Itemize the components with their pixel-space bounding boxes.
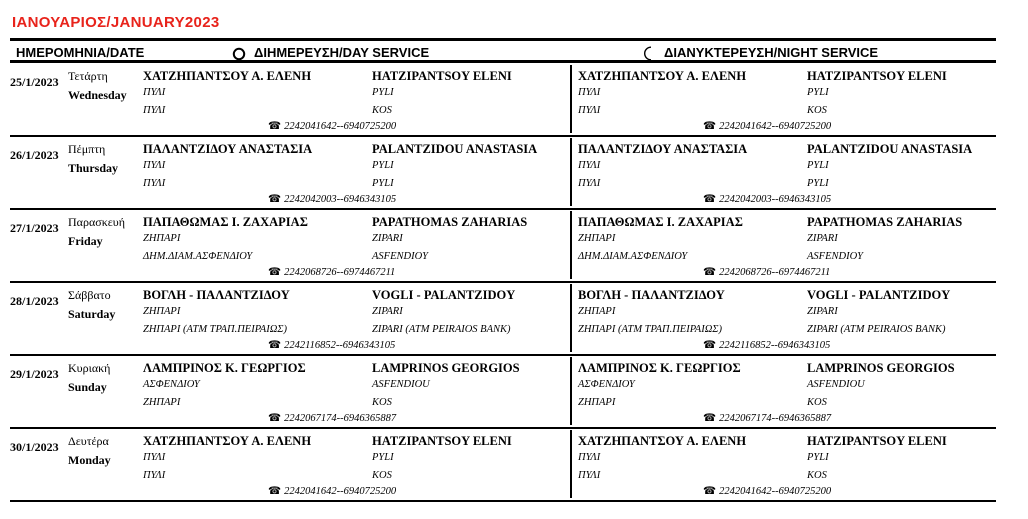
row-date: 30/1/2023 bbox=[10, 440, 59, 454]
night-area-en: ASFENDIOU bbox=[807, 379, 865, 390]
day-area-en: PYLI bbox=[372, 87, 394, 98]
table-row bbox=[10, 64, 996, 137]
night-address-gr: ΠΥΛΙ bbox=[578, 178, 601, 189]
phone-icon: ☎ bbox=[268, 486, 282, 497]
day-pharmacy-name-gr: ΠΑΛΑΝΤΖΙΔΟΥ ΑΝΑΣΤΑΣΙΑ bbox=[143, 142, 313, 156]
day-pharmacy-name-en: LAMPRINOS GEORGIOS bbox=[372, 361, 520, 375]
day-address-en: KOS bbox=[372, 397, 392, 408]
night-service-cell bbox=[578, 210, 996, 281]
row-weekday-en: Sunday bbox=[68, 380, 107, 394]
row-date: 26/1/2023 bbox=[10, 148, 59, 162]
row-weekday-gr: Δευτέρα bbox=[68, 434, 109, 448]
day-phone bbox=[268, 485, 396, 497]
night-pharmacy-name-gr: ΛΑΜΠΡΙΝΟΣ Κ. ΓΕΩΡΓΙΟΣ bbox=[578, 361, 741, 375]
day-address-en: PYLI bbox=[372, 178, 394, 189]
night-address-gr: ΖΗΠΑΡΙ (ΑΤΜ ΤΡΑΠ.ΠΕΙΡΑΙΩΣ) bbox=[578, 324, 723, 335]
day-area-gr: ΑΣΦΕΝΔΙΟΥ bbox=[143, 379, 200, 390]
night-phone-number: 2242041642--6940725200 bbox=[719, 486, 832, 497]
phone-icon: ☎ bbox=[268, 194, 282, 205]
night-area-en: ZIPARI bbox=[807, 233, 838, 244]
day-area-gr: ΖΗΠΑΡΙ bbox=[143, 306, 181, 317]
column-divider bbox=[570, 211, 572, 279]
day-area-en: ZIPARI bbox=[372, 306, 403, 317]
table-header bbox=[10, 38, 996, 63]
row-weekday-gr: Κυριακή bbox=[68, 361, 111, 375]
night-phone-number: 2242116852--6946343105 bbox=[719, 340, 831, 351]
day-pharmacy-name-gr: ΛΑΜΠΡΙΝΟΣ Κ. ΓΕΩΡΓΙΟΣ bbox=[143, 361, 306, 375]
day-service-cell bbox=[143, 429, 568, 500]
table-row bbox=[10, 137, 996, 210]
row-date: 27/1/2023 bbox=[10, 221, 59, 235]
day-pharmacy-name-en: HATZIPANTSOY ELENI bbox=[372, 69, 512, 83]
day-service-cell bbox=[143, 64, 568, 135]
night-pharmacy-name-en: HATZIPANTSOY ELENI bbox=[807, 69, 947, 83]
day-address-gr: ΠΥΛΙ bbox=[143, 178, 166, 189]
night-address-en: ZIPARI (ATM PEIRAIOS BANK) bbox=[807, 324, 946, 335]
row-date: 25/1/2023 bbox=[10, 75, 59, 89]
header-night-label: ΔΙΑΝΥΚΤΕΡΕΥΣΗ/NIGHT SERVICE bbox=[664, 45, 879, 60]
day-pharmacy-name-en: PALANTZIDOU ANASTASIA bbox=[372, 142, 538, 156]
day-address-en: KOS bbox=[372, 470, 392, 481]
night-area-en: PYLI bbox=[807, 87, 829, 98]
night-phone bbox=[703, 266, 830, 278]
night-pharmacy-name-en: HATZIPANTSOY ELENI bbox=[807, 434, 947, 448]
night-address-en: KOS bbox=[807, 105, 827, 116]
header-night-service bbox=[642, 45, 878, 61]
row-date: 28/1/2023 bbox=[10, 294, 59, 308]
phone-icon: ☎ bbox=[703, 486, 717, 497]
day-phone-number: 2242041642--6940725200 bbox=[284, 121, 397, 132]
night-pharmacy-name-en: VOGLI - PALANTZIDOY bbox=[807, 288, 951, 302]
night-area-gr: ΖΗΠΑΡΙ bbox=[578, 306, 616, 317]
column-divider bbox=[570, 357, 572, 425]
day-address-en: KOS bbox=[372, 105, 392, 116]
day-address-gr: ΖΗΠΑΡΙ (ΑΤΜ ΤΡΑΠ.ΠΕΙΡΑΙΩΣ) bbox=[143, 324, 288, 335]
night-service-cell bbox=[578, 283, 996, 354]
row-weekday-gr: Πέμπτη bbox=[68, 142, 106, 156]
night-pharmacy-name-en: LAMPRINOS GEORGIOS bbox=[807, 361, 955, 375]
phone-icon: ☎ bbox=[268, 267, 282, 278]
day-area-gr: ΖΗΠΑΡΙ bbox=[143, 233, 181, 244]
day-phone-number: 2242068726--6974467211 bbox=[284, 267, 396, 278]
column-divider bbox=[570, 284, 572, 352]
night-service-cell bbox=[578, 356, 996, 427]
phone-icon: ☎ bbox=[268, 413, 282, 424]
night-address-gr: ΠΥΛΙ bbox=[578, 470, 601, 481]
column-divider bbox=[570, 65, 572, 133]
night-phone bbox=[703, 412, 831, 424]
day-service-cell bbox=[143, 283, 568, 354]
day-pharmacy-name-gr: ΧΑΤΖΗΠΑΝΤΣΟΥ Α. ΕΛΕΝΗ bbox=[143, 69, 312, 83]
header-day-service bbox=[232, 45, 429, 61]
night-pharmacy-name-gr: ΧΑΤΖΗΠΑΝΤΣΟΥ Α. ΕΛΕΝΗ bbox=[578, 69, 747, 83]
night-phone-number: 2242042003--6946343105 bbox=[719, 194, 832, 205]
night-address-gr: ΖΗΠΑΡΙ bbox=[578, 397, 616, 408]
table-row bbox=[10, 210, 996, 283]
phone-icon: ☎ bbox=[703, 194, 717, 205]
moon-icon bbox=[642, 46, 656, 61]
row-weekday-gr: Παρασκευή bbox=[68, 215, 125, 229]
night-area-gr: ΖΗΠΑΡΙ bbox=[578, 233, 616, 244]
night-phone bbox=[703, 120, 831, 132]
night-service-cell bbox=[578, 137, 996, 208]
night-pharmacy-name-en: PAPATHOMAS ZAHARIAS bbox=[807, 215, 963, 229]
night-pharmacy-name-en: PALANTZIDOU ANASTASIA bbox=[807, 142, 973, 156]
day-area-en: PYLI bbox=[372, 452, 394, 463]
page-title: ΙΑΝΟΥΑΡΙΟΣ/JANUARY2023 bbox=[12, 14, 220, 31]
phone-icon: ☎ bbox=[268, 121, 282, 132]
night-pharmacy-name-gr: ΧΑΤΖΗΠΑΝΤΣΟΥ Α. ΕΛΕΝΗ bbox=[578, 434, 747, 448]
row-weekday-gr: Σάββατο bbox=[68, 288, 111, 302]
night-area-en: PYLI bbox=[807, 160, 829, 171]
night-phone-number: 2242067174--6946365887 bbox=[719, 413, 832, 424]
night-address-en: PYLI bbox=[807, 178, 829, 189]
night-phone bbox=[703, 193, 831, 205]
row-weekday-en: Saturday bbox=[68, 307, 116, 321]
row-weekday-gr: Τετάρτη bbox=[68, 69, 108, 83]
day-phone-number: 2242042003--6946343105 bbox=[284, 194, 397, 205]
day-phone-number: 2242041642--6940725200 bbox=[284, 486, 397, 497]
day-phone bbox=[268, 266, 395, 278]
day-pharmacy-name-gr: ΧΑΤΖΗΠΑΝΤΣΟΥ Α. ΕΛΕΝΗ bbox=[143, 434, 312, 448]
day-pharmacy-name-gr: ΒΟΓΛΗ - ΠΑΛΑΝΤΖΙΔΟΥ bbox=[143, 288, 290, 302]
day-address-gr: ΔΗΜ.ΔΙΑΜ.ΑΣΦΕΝΔΙΟΥ bbox=[143, 251, 253, 262]
night-phone-number: 2242068726--6974467211 bbox=[719, 267, 831, 278]
night-area-en: PYLI bbox=[807, 452, 829, 463]
row-weekday-en: Monday bbox=[68, 453, 111, 467]
day-area-en: ASFENDIOU bbox=[372, 379, 430, 390]
day-area-en: PYLI bbox=[372, 160, 394, 171]
night-area-gr: ΠΥΛΙ bbox=[578, 160, 601, 171]
day-phone-number: 2242067174--6946365887 bbox=[284, 413, 397, 424]
night-area-gr: ΠΥΛΙ bbox=[578, 87, 601, 98]
day-area-en: ZIPARI bbox=[372, 233, 403, 244]
night-service-cell bbox=[578, 429, 996, 500]
phone-icon: ☎ bbox=[268, 340, 282, 351]
phone-icon: ☎ bbox=[703, 121, 717, 132]
phone-icon: ☎ bbox=[703, 413, 717, 424]
day-phone bbox=[268, 120, 396, 132]
day-address-gr: ΠΥΛΙ bbox=[143, 105, 166, 116]
night-address-en: KOS bbox=[807, 470, 827, 481]
night-area-gr: ΠΥΛΙ bbox=[578, 452, 601, 463]
day-pharmacy-name-en: PAPATHOMAS ZAHARIAS bbox=[372, 215, 528, 229]
night-service-cell bbox=[578, 64, 996, 135]
phone-icon: ☎ bbox=[703, 340, 717, 351]
header-day-label: ΔΙΗΜΕΡΕΥΣΗ/DAY SERVICE bbox=[254, 45, 430, 60]
day-service-cell bbox=[143, 137, 568, 208]
day-area-gr: ΠΥΛΙ bbox=[143, 452, 166, 463]
day-service-cell bbox=[143, 356, 568, 427]
night-area-en: ZIPARI bbox=[807, 306, 838, 317]
day-pharmacy-name-en: VOGLI - PALANTZIDOY bbox=[372, 288, 516, 302]
day-address-en: ZIPARI (ATM PEIRAIOS BANK) bbox=[372, 324, 511, 335]
header-date-label: ΗΜΕΡΟΜΗΝΙΑ/DATE bbox=[16, 45, 145, 60]
night-phone-number: 2242041642--6940725200 bbox=[719, 121, 832, 132]
day-area-gr: ΠΥΛΙ bbox=[143, 160, 166, 171]
day-address-gr: ΖΗΠΑΡΙ bbox=[143, 397, 181, 408]
night-address-gr: ΔΗΜ.ΔΙΑΜ.ΑΣΦΕΝΔΙΟΥ bbox=[578, 251, 688, 262]
row-weekday-en: Wednesday bbox=[68, 88, 127, 102]
day-pharmacy-name-gr: ΠΑΠΑΘΩΜΑΣ Ι. ΖΑΧΑΡΙΑΣ bbox=[143, 215, 308, 229]
night-area-gr: ΑΣΦΕΝΔΙΟΥ bbox=[578, 379, 635, 390]
night-address-en: ASFENDIOY bbox=[807, 251, 863, 262]
row-date: 29/1/2023 bbox=[10, 367, 59, 381]
night-pharmacy-name-gr: ΠΑΠΑΘΩΜΑΣ Ι. ΖΑΧΑΡΙΑΣ bbox=[578, 215, 743, 229]
day-address-en: ASFENDIOY bbox=[372, 251, 428, 262]
day-phone bbox=[268, 193, 396, 205]
column-divider bbox=[570, 430, 572, 498]
table-row bbox=[10, 429, 996, 502]
day-area-gr: ΠΥΛΙ bbox=[143, 87, 166, 98]
day-phone-number: 2242116852--6946343105 bbox=[284, 340, 396, 351]
table-row bbox=[10, 283, 996, 356]
night-phone bbox=[703, 339, 830, 351]
row-weekday-en: Friday bbox=[68, 234, 103, 248]
phone-icon: ☎ bbox=[703, 267, 717, 278]
day-phone bbox=[268, 339, 395, 351]
night-pharmacy-name-gr: ΠΑΛΑΝΤΖΙΔΟΥ ΑΝΑΣΤΑΣΙΑ bbox=[578, 142, 748, 156]
day-pharmacy-name-en: HATZIPANTSOY ELENI bbox=[372, 434, 512, 448]
row-weekday-en: Thursday bbox=[68, 161, 119, 175]
table-row bbox=[10, 356, 996, 429]
night-address-en: KOS bbox=[807, 397, 827, 408]
sun-icon bbox=[232, 47, 246, 61]
column-divider bbox=[570, 138, 572, 206]
night-phone bbox=[703, 485, 831, 497]
day-address-gr: ΠΥΛΙ bbox=[143, 470, 166, 481]
night-address-gr: ΠΥΛΙ bbox=[578, 105, 601, 116]
day-service-cell bbox=[143, 210, 568, 281]
night-pharmacy-name-gr: ΒΟΓΛΗ - ΠΑΛΑΝΤΖΙΔΟΥ bbox=[578, 288, 725, 302]
day-phone bbox=[268, 412, 396, 424]
